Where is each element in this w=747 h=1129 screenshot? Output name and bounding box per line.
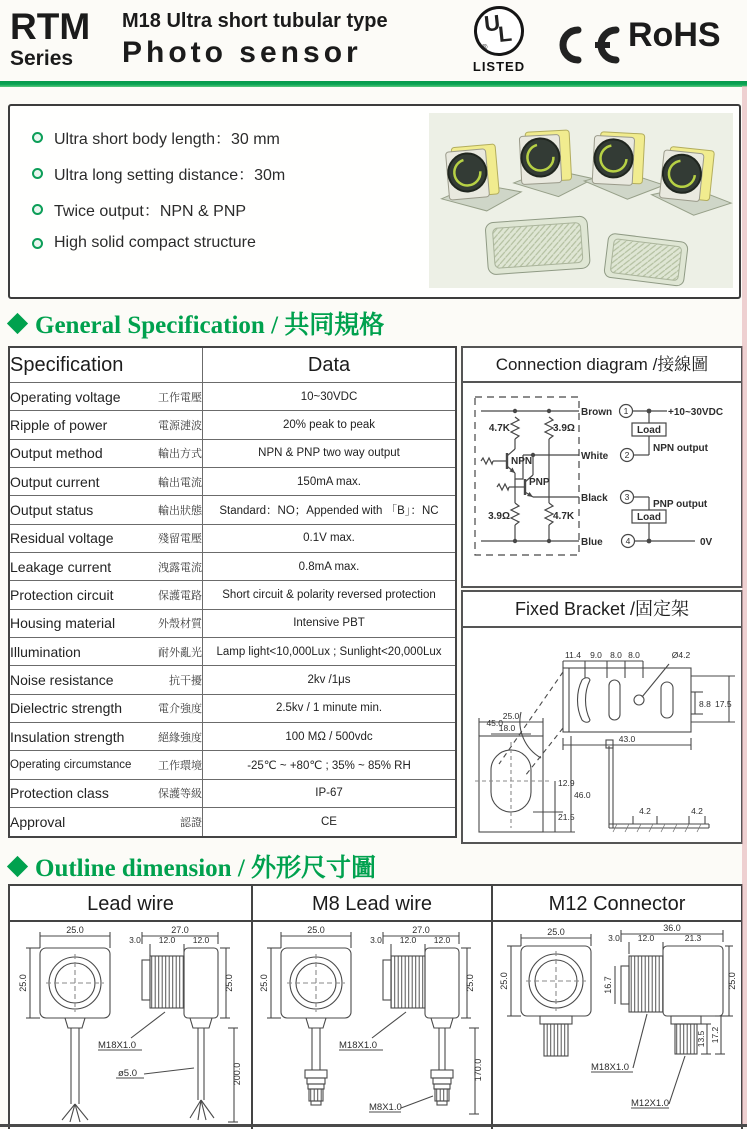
dim-label: 4.2 — [639, 806, 651, 816]
dim-label: 21.3 — [684, 933, 702, 943]
series-label: Series — [10, 47, 74, 70]
spec-label-zh: 洩露電流 — [158, 561, 202, 574]
spec-value: 0.1V max. — [203, 524, 457, 552]
bullet-icon — [32, 204, 43, 215]
ce-mark-icon — [548, 24, 622, 66]
spec-value: Intensive PBT — [203, 609, 457, 637]
dim-label: 25.0 — [547, 927, 565, 937]
outline-panel — [8, 884, 743, 1129]
spec-label-en: Residual voltage — [10, 530, 114, 547]
connection-panel — [461, 346, 743, 588]
spec-row — [9, 439, 456, 467]
connector-label: M8X1.0 — [369, 1102, 402, 1113]
spec-row — [9, 751, 456, 779]
series-name: RTM — [10, 6, 91, 47]
feature-text: Ultra short body length：30 mm — [54, 131, 280, 148]
dim-label: 4.2 — [691, 806, 703, 816]
resistor-label: 4.7K — [488, 423, 510, 434]
spec-label-en: Output status — [10, 502, 94, 519]
outline-cell-m8 — [253, 922, 493, 1129]
dim-label: 9.0 — [590, 650, 602, 660]
bullet-icon — [32, 238, 43, 249]
ul-logo — [466, 6, 532, 74]
product-title-block — [122, 10, 388, 70]
bullet-icon — [32, 132, 43, 143]
rohs-label: RoHS — [628, 16, 721, 54]
spec-row — [9, 666, 456, 694]
spec-label-en: Protection class — [10, 785, 109, 802]
dim-label: 25.0 — [727, 972, 737, 990]
outline-col-header-lead-wire: Lead wire — [10, 886, 253, 922]
spec-table — [8, 346, 457, 838]
product-title: Photo sensor — [122, 36, 362, 69]
scan-edge-artifact — [742, 86, 747, 1127]
spec-label-zh: 輸出狀態 — [158, 505, 202, 518]
feature-text: High solid compact structure — [54, 234, 256, 251]
dim-label: 3.0 — [129, 935, 141, 945]
dim-label: 3.0 — [608, 933, 620, 943]
feature-text: Twice output：NPN & PNP — [54, 203, 247, 220]
spec-label-en: Leakage current — [10, 558, 112, 575]
spec-label-zh: 保護電路 — [158, 590, 202, 603]
spec-label-en: Illumination — [10, 643, 81, 660]
reflector-plate — [485, 216, 590, 275]
pin-number: 1 — [623, 406, 629, 416]
spec-label-en: Housing material — [10, 615, 116, 632]
pin-number: 4 — [625, 536, 631, 546]
product-photo-image — [429, 113, 733, 288]
dim-label: 16.7 — [603, 976, 613, 994]
dim-label: 17.5 — [715, 699, 732, 709]
ul-letter-l: L — [497, 20, 514, 48]
feature-list — [32, 126, 285, 265]
dim-label: 12.0 — [192, 935, 210, 945]
spec-row — [9, 411, 456, 439]
spec-label-zh: 輸出方式 — [158, 448, 202, 461]
dim-label: 25.0 — [66, 925, 84, 935]
dim-label: 25.0 — [224, 974, 234, 992]
spec-label-en: Operating voltage — [10, 388, 121, 405]
supply-label: +10~30VDC — [668, 407, 724, 418]
spec-row — [9, 524, 456, 552]
spec-label-zh: 耐外亂光 — [158, 646, 202, 659]
dim-label: 25.0 — [307, 925, 325, 935]
dim-label: 12.0 — [399, 935, 417, 945]
pnp-output-label: PNP output — [653, 499, 708, 510]
dim-label: 12.0 — [158, 935, 176, 945]
ul-registered-mark: ® — [481, 42, 488, 52]
dim-label: 17.2 — [710, 1026, 720, 1044]
dim-label: 170.0 — [473, 1058, 483, 1082]
general-spec-heading — [10, 305, 384, 341]
cable-label: ø5.0 — [118, 1068, 138, 1079]
spec-label-zh: 電介強度 — [158, 703, 202, 716]
spec-label-en: Protection circuit — [10, 587, 114, 604]
spec-value: IP-67 — [203, 779, 457, 807]
dim-label: 25.0 — [18, 974, 28, 992]
spec-row — [9, 638, 456, 666]
thread-label: M18X1.0 — [591, 1062, 630, 1073]
spec-value: 2kv /1μs — [203, 666, 457, 694]
load-label: Load — [637, 425, 661, 436]
spec-label-zh: 保護等級 — [158, 788, 202, 801]
wire-label-brown: Brown — [581, 407, 613, 418]
spec-label-en: Approval — [10, 814, 66, 831]
dim-label: 36.0 — [663, 923, 681, 933]
spec-value: NPN & PNP two way output — [203, 439, 457, 467]
dim-label: 27.0 — [171, 925, 189, 935]
spec-col-header-specification: Specification — [9, 347, 203, 383]
dim-label: 200.0 — [232, 1062, 242, 1086]
thread-label: M18X1.0 — [98, 1040, 137, 1051]
dim-label: 13.5 — [696, 1030, 706, 1048]
spec-label-en: Dielectric strength — [10, 700, 123, 717]
spec-label-en: Insulation strength — [10, 728, 125, 745]
dim-label: 11.4 — [565, 650, 581, 660]
resistor-label: 3.9Ω — [553, 423, 575, 434]
reflector-plate — [604, 233, 689, 286]
outline-cell-lead-wire — [10, 922, 253, 1129]
spec-value: Short circuit & polarity reversed protection — [203, 581, 457, 609]
dim-label: 45.0 — [486, 718, 503, 728]
m8-lead-wire-diagram — [253, 922, 491, 1125]
feature-text: Ultra long setting distance：30m — [54, 167, 286, 184]
spec-value: 20% peak to peak — [203, 411, 457, 439]
spec-row — [9, 581, 456, 609]
wire-label-black: Black — [581, 493, 608, 504]
dim-label: 12.0 — [433, 935, 451, 945]
spec-label-zh: 輸出電流 — [158, 476, 202, 489]
dim-label: 27.0 — [412, 925, 430, 935]
dim-label: 3.0 — [370, 935, 382, 945]
spec-col-header-data: Data — [203, 347, 457, 383]
header-divider — [0, 81, 747, 87]
spec-row — [9, 553, 456, 581]
feature-item — [32, 162, 285, 185]
spec-value: Lamp light<10,000Lux ; Sunlight<20,000Lux — [203, 638, 457, 666]
dim-label: 25.0 — [499, 972, 509, 990]
connection-title: Connection diagram /接線圖 — [463, 348, 741, 383]
resistor-label: 4.7K — [553, 511, 575, 522]
diamond-icon — [7, 312, 28, 333]
resistor-label: 3.9Ω — [488, 511, 510, 522]
dim-label: 21.5 — [558, 812, 575, 822]
transistor-label: PNP — [529, 477, 550, 488]
dim-label: 46.0 — [574, 790, 591, 800]
ul-letter-u: U — [482, 9, 502, 37]
dim-label: Ø4.2 — [671, 650, 691, 660]
spec-label-zh: 工作電壓 — [158, 391, 202, 404]
spec-value: -25℃ ~ +80℃ ; 35% ~ 85% RH — [203, 751, 457, 779]
general-spec-title: General Specification / 共同規格 — [35, 312, 385, 339]
spec-value: CE — [203, 808, 457, 837]
fixed-bracket-panel — [461, 590, 743, 844]
outline-col-header-m8: M8 Lead wire — [253, 886, 493, 922]
spec-label-en: Ripple of power — [10, 417, 108, 434]
spec-label-zh: 殘留電壓 — [158, 533, 202, 546]
spec-header-row — [9, 347, 456, 383]
pin-number: 3 — [624, 492, 630, 502]
fixed-bracket-title: Fixed Bracket /固定架 — [463, 592, 741, 628]
spec-row — [9, 496, 456, 524]
dim-label: 43.0 — [618, 734, 636, 744]
m12-connector-diagram — [493, 922, 739, 1125]
spec-row — [9, 468, 456, 496]
dim-label: 25.0 — [502, 711, 520, 721]
ul-listed-label: LISTED — [472, 59, 526, 74]
connector-label: M12X1.0 — [631, 1098, 670, 1109]
dim-label: 18.0 — [498, 723, 516, 733]
spec-label-zh: 抗干擾 — [169, 675, 202, 688]
spec-label-zh: 電源漣波 — [158, 420, 202, 433]
spec-value: Standard：NO；Appended with 「B」：NC — [203, 496, 457, 524]
series-block — [10, 8, 90, 69]
spec-row — [9, 383, 456, 411]
transistor-label: NPN — [511, 456, 533, 467]
spec-label-en: Operating circumstance — [10, 759, 132, 772]
ground-label: 0V — [700, 537, 713, 548]
spec-row — [9, 694, 456, 722]
spec-row — [9, 808, 456, 837]
spec-row — [9, 723, 456, 751]
ul-circle-icon — [472, 4, 527, 59]
connection-diagram — [463, 383, 737, 581]
product-subtitle: M18 Ultra short tubular type — [122, 10, 388, 32]
features-panel — [8, 104, 741, 299]
lead-wire-diagram — [10, 922, 251, 1125]
spec-value: 100 MΩ / 500vdc — [203, 723, 457, 751]
wire-label-blue: Blue — [581, 537, 603, 548]
spec-row — [9, 779, 456, 807]
dim-label: 25.0 — [259, 974, 269, 992]
product-photo — [429, 113, 733, 288]
dim-label: 12.9 — [558, 778, 575, 788]
npn-output-label: NPN output — [653, 443, 708, 454]
spec-value: 10~30VDC — [203, 383, 457, 411]
feature-item — [32, 234, 285, 252]
dim-label: 8.8 — [699, 699, 711, 709]
feature-item — [32, 126, 285, 149]
page-bottom-rule — [0, 1124, 747, 1127]
spec-label-en: Output current — [10, 473, 100, 490]
spec-value: 0.8mA max. — [203, 553, 457, 581]
feature-item — [32, 198, 285, 221]
bullet-icon — [32, 168, 43, 179]
outline-cell-m12 — [493, 922, 741, 1129]
dim-label: 12.0 — [637, 933, 655, 943]
pin-number: 2 — [624, 450, 630, 460]
spec-label-zh: 絕緣強度 — [158, 731, 202, 744]
spec-value: 150mA max. — [203, 468, 457, 496]
spec-label-en: Noise resistance — [10, 672, 114, 689]
spec-row — [9, 609, 456, 637]
outline-heading — [10, 848, 376, 884]
spec-label-zh: 外殼材質 — [158, 618, 202, 631]
spec-label-zh: 工作環境 — [158, 760, 202, 773]
dim-label: 8.0 — [628, 650, 640, 660]
diamond-icon — [7, 855, 28, 876]
outline-title: Outline dimension / 外形尺寸圖 — [35, 855, 377, 882]
spec-label-zh: 認證 — [180, 817, 202, 830]
dim-label: 8.0 — [610, 650, 622, 660]
thread-label: M18X1.0 — [339, 1040, 378, 1051]
outline-col-header-m12: M12 Connector — [493, 886, 741, 922]
spec-value: 2.5kv / 1 minute min. — [203, 694, 457, 722]
dim-label: 25.0 — [465, 974, 475, 992]
wire-label-white: White — [581, 451, 609, 462]
spec-label-en: Output method — [10, 445, 103, 462]
fixed-bracket-diagram — [463, 628, 737, 838]
load-label: Load — [637, 512, 661, 523]
